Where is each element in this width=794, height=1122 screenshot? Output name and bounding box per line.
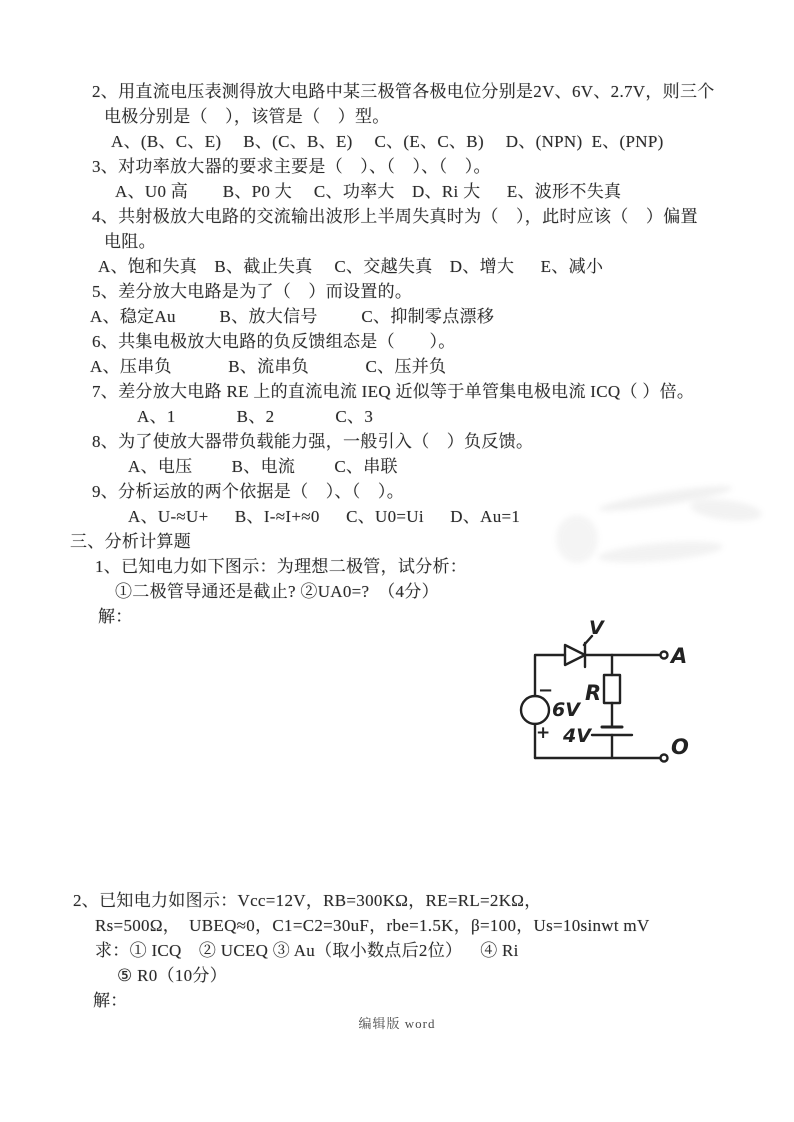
text-line: ①二极管导通还是截止? ②UA0=? （4分）	[115, 582, 439, 601]
terminal-a-label: A	[671, 644, 688, 668]
text-line: 7、差分放大电路 RE 上的直流电流 IEQ 近似等于单管集电极电流 ICQ（ ）倍。	[92, 382, 695, 401]
text-line: A、稳定Au B、放大信号 C、抑制零点漂移	[90, 307, 495, 326]
resistor-label: R	[585, 681, 602, 705]
text-line: 5、差分放大电路是为了（ ）而设置的。	[92, 282, 413, 301]
text-line: 电极分别是（ ），该管是（ ）型。	[104, 107, 390, 126]
text-line: ⑤ R0（10分）	[117, 966, 228, 985]
text-line: A、(B、C、E) B、(C、B、E) C、(E、C、B) D、(NPN) E、(PNP)	[111, 132, 664, 151]
text-line: 4、共射极放大电路的交流输出波形上半周失真时为（ ），此时应该（ ）偏置	[92, 207, 698, 226]
diode-icon	[565, 645, 585, 665]
text-line: 解：	[98, 607, 133, 626]
circuit-figure	[503, 616, 743, 788]
resistor-icon	[604, 675, 620, 703]
circuit-svg	[503, 616, 743, 788]
source-plus-sign: +	[536, 723, 551, 743]
text-line: A、U0 高 B、P0 大 C、功率大 D、Ri 大 E、波形不失真	[115, 182, 622, 201]
text-line: A、饱和失真 B、截止失真 C、交越失真 D、增大 E、减小	[98, 257, 604, 276]
battery-voltage-label: 4V	[563, 725, 591, 747]
text-line: 1、已知电力如下图示：为理想二极管，试分析：	[95, 557, 468, 576]
text-line: 2、用直流电压表测得放大电路中某三极管各极电位分别是2V、6V、2.7V，则三个	[92, 82, 715, 101]
text-line: 8、为了使放大器带负载能力强，一般引入（ ）负反馈。	[92, 432, 534, 451]
text-line: 9、分析运放的两个依据是（ ）、（ ）。	[92, 482, 404, 501]
terminal-a-icon	[661, 652, 668, 659]
text-line: A、U-≈U+ B、I-≈I+≈0 C、U0=Ui D、Au=1	[128, 507, 521, 526]
scan-smudge	[556, 515, 598, 563]
calc2-block	[0, 888, 760, 1013]
text-line: 6、共集电极放大电路的负反馈组态是（ ）。	[92, 332, 456, 351]
terminal-o-label: O	[671, 735, 689, 759]
text-line: 三、分析计算题	[70, 532, 192, 551]
text-line: 3、对功率放大器的要求主要是（ ）、（ ）、（ ）。	[92, 157, 491, 176]
terminal-o-icon	[661, 755, 668, 762]
text-line: 解：	[93, 991, 128, 1010]
text-line: Rs=500Ω， UBEQ≈0，C1=C2=30uF，rbe=1.5K，β=100，Us=10sinwt mV	[95, 916, 650, 935]
text-line: A、1 B、2 C、3	[137, 407, 374, 426]
text-line: 电阻。	[104, 232, 156, 251]
text-line: 求：① ICQ ② UCEQ ③ Au（取小数点后2位） ④ Ri	[95, 941, 519, 960]
source-voltage-label: 6V	[552, 699, 580, 721]
text-line: A、压串负 B、流串负 C、压并负	[90, 357, 447, 376]
text-line: A、电压 B、电流 C、串联	[128, 457, 398, 476]
source-minus-sign: −	[538, 680, 554, 701]
page-footer: 编辑版 word	[358, 1016, 436, 1031]
diode-label: V	[589, 617, 604, 639]
text-line: 2、已知电力如图示：Vcc=12V，RB=300KΩ，RE=RL=2KΩ，	[73, 891, 542, 910]
